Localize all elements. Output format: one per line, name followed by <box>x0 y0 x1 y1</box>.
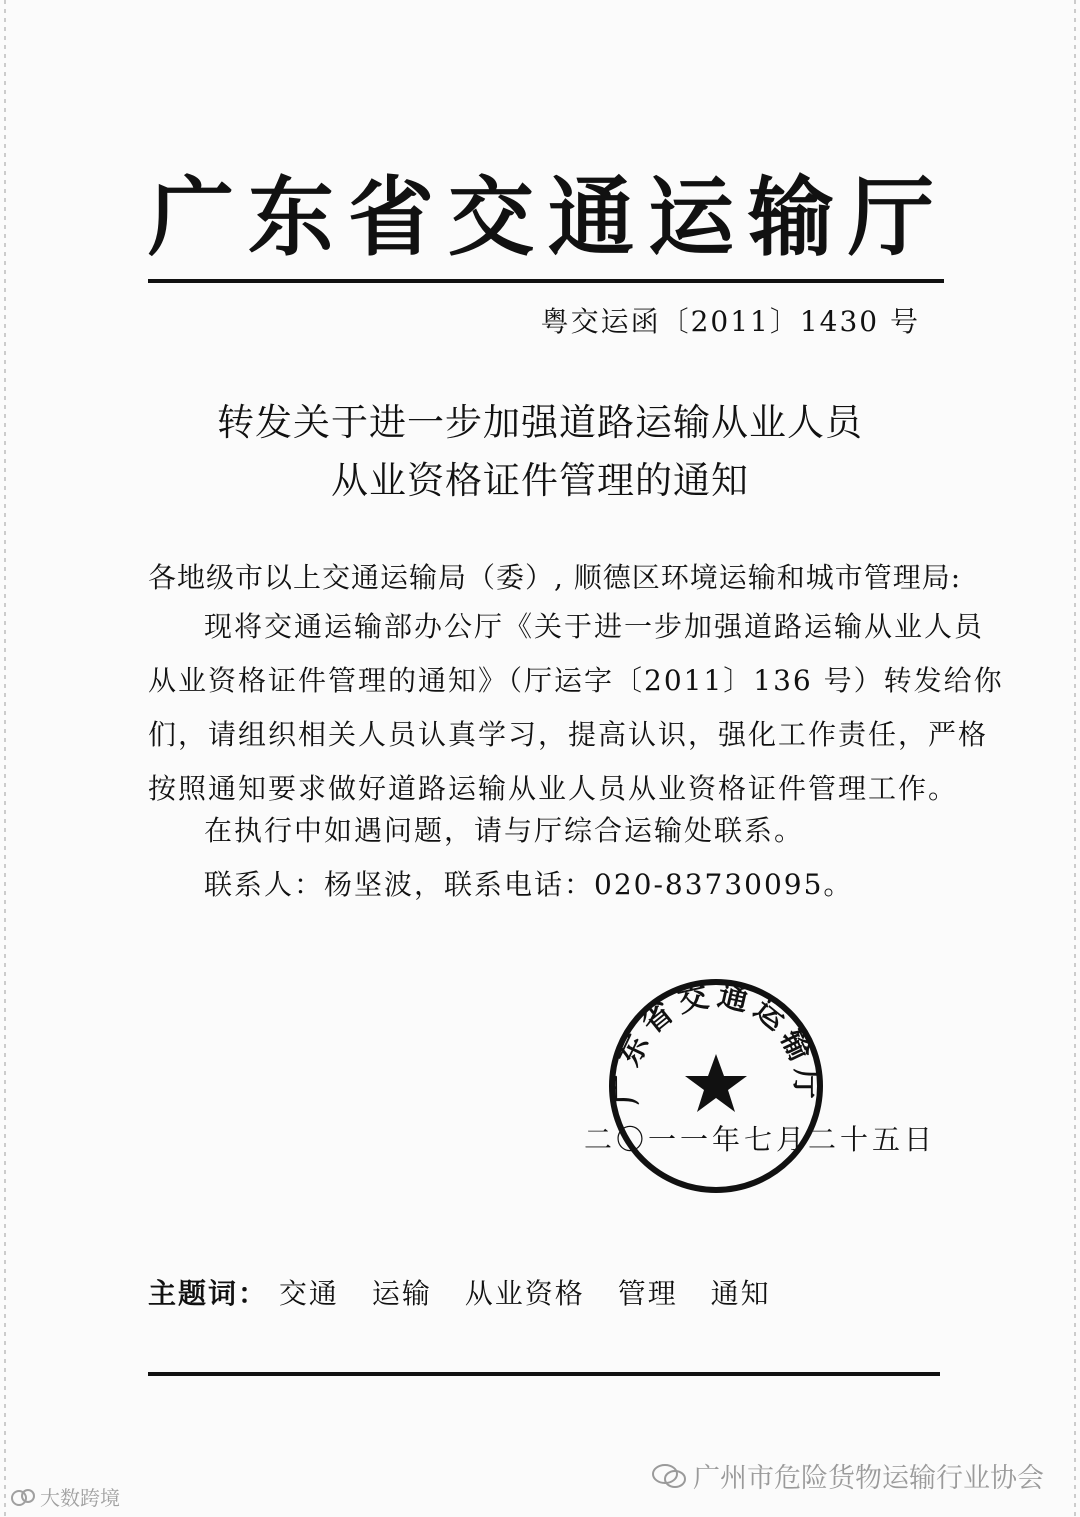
document-title-line-1: 转发关于进一步加强道路运输从业人员 <box>217 401 863 444</box>
body-paragraph-1 <box>148 600 1004 816</box>
wechat-icon <box>651 1462 687 1497</box>
issue-date: 二〇一一年七月二十五日 <box>584 1123 937 1156</box>
seal-text: 广东省交通运输厅 <box>608 977 824 1105</box>
seal-star-icon <box>685 1054 747 1112</box>
keyword: 交通 <box>278 1277 339 1310</box>
keywords-label: 主题词： <box>148 1277 269 1310</box>
body-line: 按照通知要求做好道路运输从业人员从业资格证件管理工作。 <box>148 772 959 805</box>
footer-divider <box>148 1372 940 1376</box>
watermark-left <box>10 1482 120 1512</box>
official-seal <box>606 976 826 1196</box>
watermark-right-text: 广州市危险货物运输行业协会 <box>693 1463 1044 1494</box>
document-title-line-2: 从业资格证件管理的通知 <box>331 459 749 502</box>
keyword: 通知 <box>710 1277 771 1310</box>
keyword: 从业资格 <box>464 1277 585 1310</box>
scan-edge-right <box>1074 0 1076 1517</box>
body-paragraph-2: 在执行中如遇问题，请与厅综合运输处联系。 <box>204 814 805 847</box>
keyword: 运输 <box>371 1277 432 1310</box>
scan-edge-left <box>4 0 6 1517</box>
weibo-icon <box>10 1487 36 1512</box>
recipient-line: 各地级市以上交通运输局（委）, 顺德区环境运输和城市管理局: <box>148 561 962 594</box>
body-line: 们，请组织相关人员认真学习，提高认识，强化工作责任，严格 <box>148 718 989 751</box>
keyword: 管理 <box>617 1277 678 1310</box>
header-divider <box>148 279 944 283</box>
body-line: 从业资格证件管理的通知》（厅运字〔2011〕136 号）转发给你 <box>148 664 1004 697</box>
contact-line: 联系人：杨坚波，联系电话：020-83730095。 <box>204 868 854 901</box>
body-line: 现将交通运输部办公厅《关于进一步加强道路运输从业人员 <box>204 610 985 643</box>
watermark-right <box>651 1456 1044 1497</box>
document-number: 粤交运函〔2011〕1430 号 <box>540 305 920 338</box>
watermark-left-text: 大数跨境 <box>40 1486 120 1510</box>
agency-header: 广东省交通运输厅 <box>148 167 948 268</box>
keywords-line <box>148 1272 793 1312</box>
